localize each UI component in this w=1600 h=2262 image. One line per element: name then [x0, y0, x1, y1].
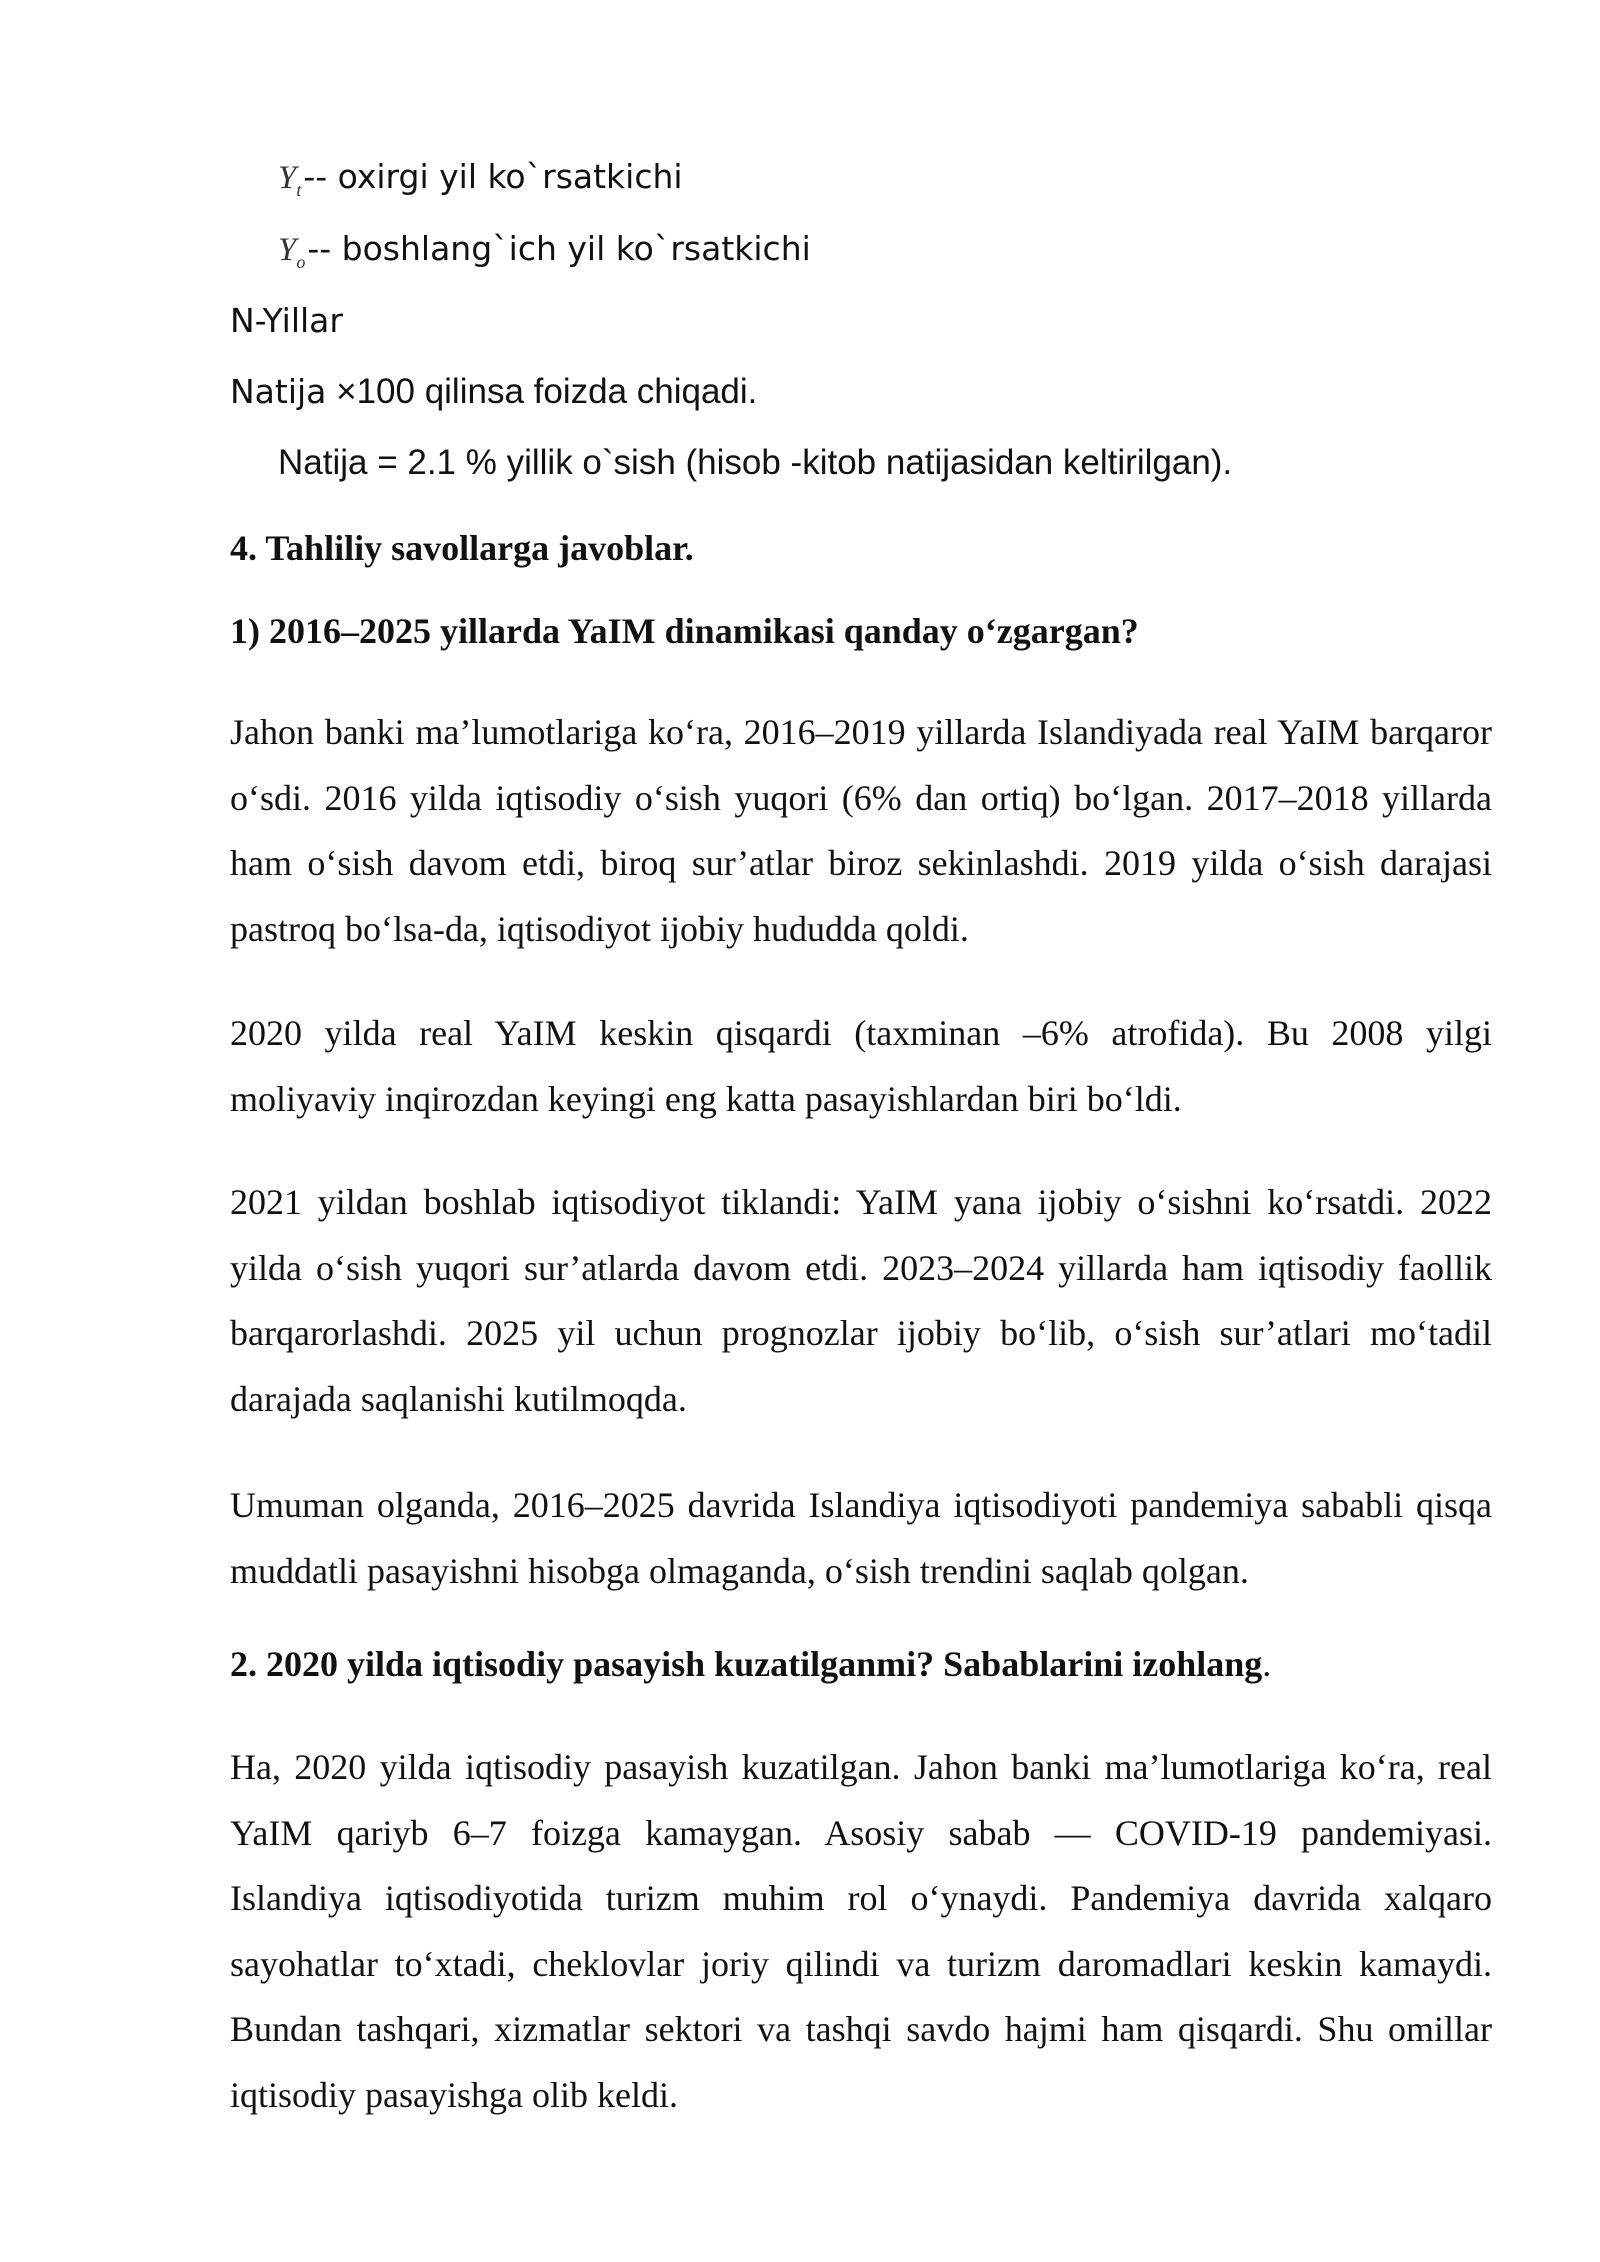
- variable-subscript-t: t: [296, 180, 302, 200]
- legend-text-yo: -- boshlang`ich yil ko`rsatkichi: [307, 229, 811, 268]
- question-1-title: 1) 2016–2025 yillarda YaIM dinamikasi qanday o‘zgargan?: [230, 611, 1139, 651]
- legend-line-yo: [278, 229, 811, 272]
- question-2-title-trail: .: [1262, 1644, 1272, 1684]
- result-percent-line: [230, 374, 757, 409]
- result-percent-prefix: Natija: [230, 372, 327, 411]
- question-2-title: [230, 1646, 1271, 1682]
- variable-symbol-yt: Y: [278, 160, 297, 196]
- variable-symbol-yo: Y: [278, 232, 297, 268]
- section-4-title: 4. Tahliliy savollarga javoblar.: [230, 528, 694, 568]
- q1-paragraph-3: 2021 yildan boshlab iqtisodiyot tiklandi: YaIM yana ijobiy o‘sishni ko‘rsatdi. 2022 yilda o‘sish yuqori sur’atlarda davom etdi. 2023–2024 yillarda ham iqtisodiy faollik barqarorlashdi. 2025 yil uchun prognozlar ijobiy bo‘lib, o‘sish sur’atlari mo‘tadil darajada saqlanishi kutilmoqda.: [230, 1182, 1492, 1419]
- result-percent-rest: ×100 qilinsa foizda chiqadi.: [326, 372, 758, 411]
- legend-text-yt: -- oxirgi yil ko`rsatkichi: [303, 157, 683, 196]
- result-value-line: Natija = 2.1 % yillik o`sish (hisob -kitob natijasidan keltirilgan).: [278, 443, 1233, 482]
- q2-paragraph-1: Ha, 2020 yilda iqtisodiy pasayish kuzatilgan. Jahon banki ma’lumotlariga ko‘ra, real YaIM qariyb 6–7 foizga kamaygan. Asosiy sabab — COVID-19 pandemiyasi. Islandiya iqtisodiyotida turizm muhim rol o‘ynaydi. Pandemiya davrida xalqaro sayohatlar to‘xtadi, cheklovlar joriy qilindi va turizm daromadlari keskin kamaydi. Bundan tashqari, xizmatlar sektori va tashqi savdo hajmi ham qisqardi. Shu omillar iqtisodiy pasayishga olib keldi.: [230, 1747, 1492, 2115]
- legend-line-n-years: N-Yillar: [230, 301, 343, 340]
- q1-paragraph-4: Umuman olganda, 2016–2025 davrida Islandiya iqtisodiyoti pandemiya sababli qisqa muddatli pasayishni hisobga olmaganda, o‘sish trendini saqlab qolgan.: [230, 1485, 1492, 1591]
- legend-line-yt: [278, 157, 683, 200]
- variable-subscript-o: o: [296, 252, 306, 272]
- q1-paragraph-2: 2020 yilda real YaIM keskin qisqardi (taxminan –6% atrofida). Bu 2008 yilgi moliyaviy inqirozdan keyingi eng katta pasayishlardan biri bo‘ldi.: [230, 1013, 1492, 1119]
- question-2-title-text: 2. 2020 yilda iqtisodiy pasayish kuzatilganmi? Sabablarini izohlang: [230, 1644, 1263, 1684]
- q1-paragraph-1: Jahon banki ma’lumotlariga ko‘ra, 2016–2019 yillarda Islandiyada real YaIM barqaror o‘sdi. 2016 yilda iqtisodiy o‘sish yuqori (6% dan ortiq) bo‘lgan. 2017–2018 yillarda ham o‘sish davom etdi, biroq sur’atlar biroz sekinlashdi. 2019 yilda o‘sish darajasi pastroq bo‘lsa-da, iqtisodiyot ijobiy hududda qoldi.: [230, 712, 1492, 949]
